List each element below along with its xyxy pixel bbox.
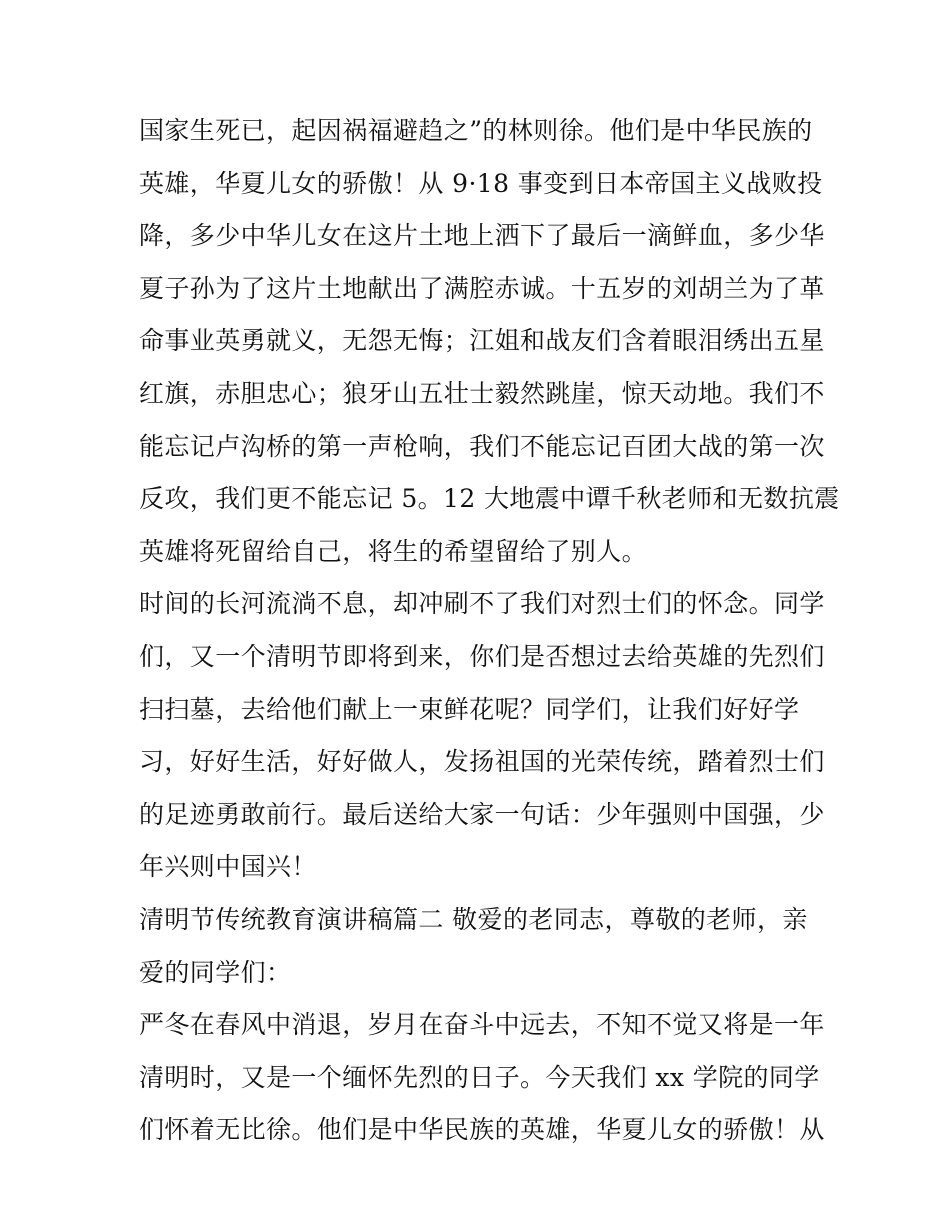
text-line: 能忘记卢沟桥的第一声枪响，我们不能忘记百团大战的第一次 — [139, 431, 825, 461]
text-line: 们怀着无比徐。他们是中华民族的英雄，华夏儿女的骄傲！从 — [139, 1115, 825, 1145]
text-line: 们，又一个清明节即将到来，你们是否想过去给英雄的先烈们 — [139, 641, 825, 671]
text-line: 红旗，赤胆忠心；狼牙山五壮士毅然跳崖，惊天动地。我们不 — [139, 378, 825, 408]
text-line: 英雄，华夏儿女的骄傲！从 9·18 事变到日本帝国主义战败投 — [139, 168, 823, 198]
text-line: 爱的同学们： — [139, 957, 292, 987]
text-line: 命事业英勇就义，无怨无悔；江姐和战友们含着眼泪绣出五星 — [139, 326, 825, 356]
text-line: 时间的长河流淌不息，却冲刷不了我们对烈士们的怀念。同学 — [139, 589, 825, 619]
text-line: 扫扫墓，去给他们献上一束鲜花呢？同学们，让我们好好学 — [139, 694, 800, 724]
text-line: 习，好好生活，好好做人，发扬祖国的光荣传统，踏着烈士们 — [139, 747, 825, 777]
text-line: 年兴则中国兴！ — [139, 852, 317, 882]
text-line: 英雄将死留给自己，将生的希望留给了别人。 — [139, 536, 648, 566]
section-heading-line: 清明节传统教育演讲稿篇二 敬爱的老同志，尊敬的老师，亲 — [139, 904, 808, 934]
text-line: 严冬在春风中消退，岁月在奋斗中远去，不知不觉又将是一年 — [139, 1010, 825, 1040]
text-line: 国家生死已，起因祸福避趋之”的林则徐。他们是中华民族的 — [139, 116, 813, 145]
document-body — [139, 105, 840, 1157]
text-line: 夏子孙为了这片土地献出了满腔赤诚。十五岁的刘胡兰为了革 — [139, 273, 825, 303]
text-line: 清明时，又是一个缅怀先烈的日子。今天我们 xx 学院的同学 — [139, 1062, 820, 1092]
text-line: 的足迹勇敢前行。最后送给大家一句话：少年强则中国强，少 — [139, 799, 825, 829]
text-line: 降，多少中华儿女在这片土地上洒下了最后一滴鲜血，多少华 — [139, 221, 825, 251]
text-line: 反攻，我们更不能忘记 5。12 大地震中谭千秋老师和无数抗震 — [139, 484, 840, 514]
